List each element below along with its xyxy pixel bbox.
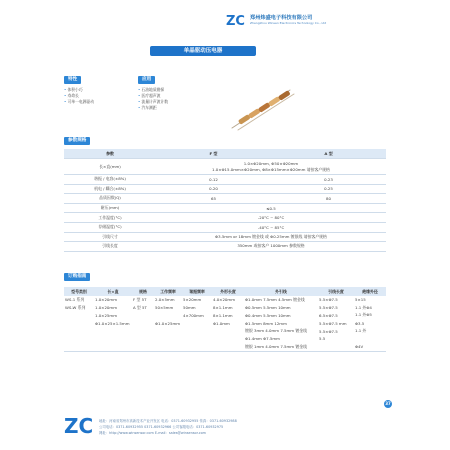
order-cell: 4×700mm <box>183 312 204 318</box>
order-cell: 镀银 1mm 4.0mm 7.5mm 镀金线 <box>244 343 318 351</box>
order-cell: 5.5×Φ7.5 mm <box>319 320 347 326</box>
param-value: 0.20 <box>156 184 271 194</box>
order-cell <box>132 335 154 343</box>
header-cell: 长×直 <box>94 287 132 296</box>
page-title: 单晶驱动压电器 <box>150 46 256 56</box>
order-cell <box>318 343 354 351</box>
product-image <box>228 84 298 134</box>
table-row <box>64 242 386 252</box>
order-cell <box>354 335 386 343</box>
table-header-row <box>64 287 386 296</box>
order-table <box>64 287 386 352</box>
order-cell: 5.5×Φ7.5 <box>319 305 338 311</box>
order-cell: 50mm <box>183 305 196 311</box>
param-label: 机电 / 耦合(±8%) <box>64 184 156 194</box>
order-tag: 订购指南 <box>64 273 90 281</box>
order-cell: Φ1.0mm 7.5mm 4.5mm 镀金线 <box>245 296 305 302</box>
order-cell: Φ4V <box>354 343 386 351</box>
order-cell <box>132 319 154 327</box>
header-cell: F 型 <box>156 149 271 159</box>
order-cell <box>64 343 94 351</box>
header-cell: 工作频率 <box>154 287 182 296</box>
order-cell: Φ1.5mm 8mm 12mm <box>245 320 287 326</box>
footer-logo <box>64 415 96 437</box>
header-cell: 外形长度 <box>212 287 244 296</box>
order-cell: 1.1 外Φ4 <box>355 304 372 310</box>
header-cell: 谐振频率 <box>182 287 212 296</box>
application-item: • 流量计声波计数 <box>138 99 168 105</box>
order-cell: Φ1.0×25×1.5mm <box>95 320 130 326</box>
param-value: Φ3.5mm or 18mm 镀金线 或 Φ0.25mm 镀银线 请按客户规格 <box>156 232 386 242</box>
param-label: 谐振 / 电容(±8%) <box>64 175 156 185</box>
order-cell: WS-W 系列 <box>65 304 86 310</box>
feature-item: • 寿命长 <box>64 93 94 99</box>
order-cell: Φ0.4mm 5.5mm 10mm <box>245 312 291 318</box>
order-cell <box>154 343 182 351</box>
param-label: 长×直(mm) <box>64 159 156 175</box>
order-cell: Φ3.5 <box>355 320 365 326</box>
param-value: 65 <box>156 194 271 204</box>
features-list <box>64 87 94 105</box>
header-cell: 引线长度 <box>318 287 354 296</box>
order-cell <box>182 343 212 351</box>
svg-text:ZC: ZC <box>226 14 245 27</box>
param-value-line: 1.0×Φ20mm, Φ50×Φ20mm <box>243 160 299 166</box>
param-value: 0.12 <box>156 175 271 185</box>
order-cell: 2.0×5mm <box>155 297 175 303</box>
order-cell: A 型 5T <box>133 304 147 310</box>
order-cell <box>154 327 182 335</box>
order-cell: 5×20mm <box>183 297 202 303</box>
table-row <box>64 319 386 327</box>
table-header-row <box>64 149 386 159</box>
header-cell: 型号类别 <box>64 287 94 296</box>
application-item: • 石油地质勘探 <box>138 87 168 93</box>
application-item: • 医疗超声波 <box>138 93 168 99</box>
order-cell <box>64 319 94 327</box>
header-cell: 规格 <box>132 287 154 296</box>
table-row <box>64 335 386 343</box>
order-cell <box>64 335 94 343</box>
params-table <box>64 149 386 252</box>
applications-list <box>138 87 168 111</box>
order-cell <box>132 327 154 335</box>
table-row <box>64 343 386 351</box>
order-cell <box>182 335 212 343</box>
footer-address: 地址：河南省郑州市高新技术产业开发区 电话：0371-60932955 传真：0371-60932988 <box>99 419 237 423</box>
order-cell: 5×15 <box>355 297 366 303</box>
features-tag: 特性 <box>64 76 81 84</box>
feature-item: • 可单一电源驱动 <box>64 99 94 105</box>
param-value: -40°C ~ 85°C <box>156 222 386 232</box>
order-cell <box>94 335 132 343</box>
order-cell: 8×1.1mm <box>213 305 233 311</box>
table-row <box>64 194 386 204</box>
order-cell: Φ1.0×25mm <box>155 320 181 326</box>
param-value: 0.23 <box>271 175 386 185</box>
order-cell: 50×5mm <box>155 305 174 311</box>
param-value: ≤0.5 <box>156 203 386 213</box>
header-cell: 绝缘外径 <box>354 287 386 296</box>
order-cell: 1.0×20mm <box>95 297 117 303</box>
table-row <box>64 296 386 304</box>
table-row <box>64 232 386 242</box>
order-cell: 1.1 外 <box>355 328 367 334</box>
table-row <box>64 312 386 320</box>
table-row <box>64 327 386 335</box>
table-row <box>64 304 386 312</box>
application-item: • 汽车测距 <box>138 105 168 111</box>
order-cell: Φ0.5mm 5.5mm 10mm <box>245 305 291 311</box>
footer-phone: 公司电话：0371-60932955 0371-60932966 公司客服电话：0371-60932975 <box>99 425 224 429</box>
param-value: 80 <box>271 194 386 204</box>
applications-tag: 应用 <box>138 76 155 84</box>
header-cell: 外引线 <box>244 287 318 296</box>
page-number: 37 <box>385 401 391 406</box>
param-label: 耐压(mm) <box>64 203 156 213</box>
params-tag: 参数规格 <box>64 137 90 145</box>
param-label: 存储温度(°C) <box>64 222 156 232</box>
company-name: 郑州炜盛电子科技有限公司 <box>250 15 313 21</box>
order-cell: 1.1 外Φ5 <box>355 312 372 318</box>
order-cell: Φ1.0mm <box>213 320 230 326</box>
svg-text:ZC: ZC <box>64 415 94 437</box>
feature-item: • 体积小巧 <box>64 87 94 93</box>
table-row <box>64 222 386 232</box>
table-row <box>64 159 386 175</box>
order-cell: F 型 5T <box>133 296 147 302</box>
table-row <box>64 175 386 185</box>
order-cell: 5.5×Φ7.5 <box>319 297 338 303</box>
order-cell <box>154 335 182 343</box>
order-cell <box>212 327 244 335</box>
order-cell <box>154 312 182 320</box>
header-cell: 参数 <box>64 149 156 159</box>
param-value: -20°C ~ 80°C <box>156 213 386 223</box>
param-value: 350mm 或按客户 1000mm 参数规格 <box>156 242 386 252</box>
order-cell <box>182 327 212 335</box>
company-logo <box>226 13 248 27</box>
order-cell: 5.5×Φ7.5 <box>319 328 338 334</box>
order-cell <box>212 335 244 343</box>
company-subtitle: Zhengzhou Winsen Electronics Technology Co., Ltd <box>250 21 327 25</box>
order-cell <box>94 327 132 335</box>
order-cell: 1.0×25mm <box>95 312 117 318</box>
param-value <box>156 159 386 175</box>
param-value-line: 1.0×Φ15.0mm×Φ20mm, Φ8×Φ15mm×Φ20mm 请按客户规格 <box>212 166 330 172</box>
table-row <box>64 203 386 213</box>
param-label: 品质因数(Q) <box>64 194 156 204</box>
order-cell: 4.0×20mm <box>213 297 235 303</box>
order-cell: 5.5 <box>319 336 326 342</box>
table-row <box>64 184 386 194</box>
param-label: 引线长度 <box>64 242 156 252</box>
order-cell: 镀银 3mm 4.0mm 7.5mm 镀金线 <box>245 328 307 334</box>
order-cell <box>94 343 132 351</box>
header-cell: A 型 <box>271 149 386 159</box>
table-row <box>64 213 386 223</box>
param-label: 引线尺寸 <box>64 232 156 242</box>
param-value: 0.25 <box>271 184 386 194</box>
order-cell: 6.5×Φ7.5 <box>319 312 338 318</box>
order-cell <box>132 343 154 351</box>
param-label: 工作温度(°C) <box>64 213 156 223</box>
footer-web: 网址：http://www.winsensor.com E-mail：sales@winsensor.com <box>99 431 206 435</box>
order-cell: 1.0×20mm <box>95 305 117 311</box>
order-cell: WS-1 系列 <box>65 296 85 302</box>
order-cell <box>182 319 212 327</box>
order-cell: Φ1.4mm Φ7.5mm <box>245 336 280 342</box>
order-cell <box>212 343 244 351</box>
order-cell <box>132 312 154 320</box>
order-cell <box>64 312 94 320</box>
order-cell: 8×1.1mm <box>213 312 233 318</box>
order-cell <box>64 327 94 335</box>
